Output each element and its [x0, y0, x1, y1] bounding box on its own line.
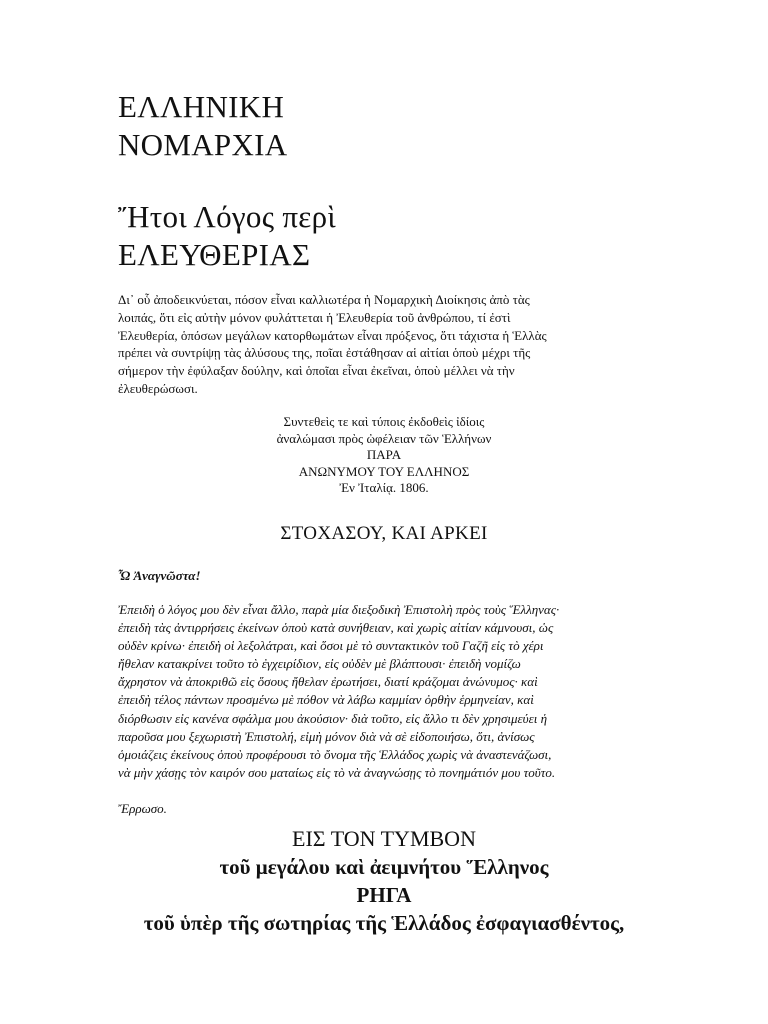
tomb-line: τοῦ μεγάλου καὶ ἀειμνήτου Ἕλληνος	[219, 855, 549, 879]
title-line: ΝΟΜΑΡΧΙΑ	[118, 127, 288, 162]
letter-paragraph	[118, 601, 658, 782]
salutation: Ὦ Ἀναγνῶστα!	[118, 568, 201, 583]
intro-line: σήμερον τὴν ἐφύλαξαν δούλην, καὶ ὁποῖαι εἶναι ἐκεῖναι, ὁποὺ μέλλει νὰ τὴν	[118, 363, 515, 379]
imprint-line: ΑΝΩΝΥΜΟΥ ΤΟΥ ΕΛΛΗΝΟΣ	[298, 463, 470, 479]
letter-line: νὰ μὴν χάσῃς τὸν καιρόν σου ματαίως εἰς τὸ νὰ ἀναγνώσῃς τὸ πονημάτιόν μου τοῦτο.	[118, 764, 556, 780]
intro-line: ἐλευθερώσωσι.	[118, 380, 198, 396]
closing-salutation: Ἔρρωσο.	[118, 801, 167, 816]
imprint-line: Ἐν Ἰταλίᾳ. 1806.	[339, 480, 429, 495]
letter-line: παροῦσα μου ξεχωριστὴ Ἐπιστολή, εἰμὴ μόνον διὰ νὰ σὲ εἰδοποιήσω, ὅτι, ἀνίσως	[118, 728, 535, 744]
imprint-line: ἀναλώμασι πρὸς ὠφέλειαν τῶν Ἑλλήνων	[276, 430, 492, 446]
letter-line: ἐπειδὴ τὰς ἀντιρρήσεις ἐκείνων ὁποὺ κατὰ συνήθειαν, καὶ χωρὶς αἰτίαν κάμνουσι, ὡς	[118, 620, 554, 636]
intro-line: Ἐλευθερία, ὁπόσων μεγάλων κατορθωμάτων εἶναι πρόξενος, ὅτι τάχιστα ἡ Ἑλλὰς	[118, 327, 547, 343]
letter-line: διόρθωσιν εἰς κανένα σφάλμα μου ἀκούσιον· διὰ τοῦτο, εἰς ἄλλο τι δὲν χρησιμεύει ἡ	[118, 710, 548, 726]
tomb-line: τοῦ ὑπὲρ τῆς σωτηρίας τῆς Ἑλλάδος ἐσφαγιασθέντος,	[143, 911, 625, 935]
intro-paragraph	[118, 291, 658, 398]
subtitle-line: ΕΛΕΥΘΕΡΙΑΣ	[118, 237, 311, 272]
intro-line: πρέπει νὰ συντρίψῃ τὰς ἀλύσους της, ποῖαι ἐστάθησαν αἱ αἰτίαι ὁποὺ μέχρι τῆς	[118, 345, 531, 361]
subtitle-line: Ἤτοι Λόγος περὶ	[118, 199, 337, 234]
motto-heading: ΣΤΟΧΑΣΟΥ, ΚΑΙ ΑΡΚΕΙ	[280, 523, 488, 544]
letter-line: ἤθελαν κατακρίνει τοῦτο τὸ ἐγχειρίδιον, εἰς οὐδὲν μὲ βλάπτουσι· ἐπειδὴ νομίζω	[118, 656, 521, 672]
intro-line: Δι᾽ οὗ ἀποδεικνύεται, πόσον εἶναι καλλιωτέρα ἡ Νομαρχικὴ Διοίκησις ἀπὸ τὰς	[118, 292, 530, 307]
imprint-block	[118, 414, 650, 497]
imprint-line: ΠΑΡΑ	[366, 447, 402, 462]
tomb-name: ΡΗΓΑ	[356, 883, 412, 907]
document-subtitle	[118, 198, 336, 274]
intro-line: λοιπάς, ὅτι εἰς αὐτὴν μόνον φυλάττεται ἡ Ἐλευθερία τοῦ ἀνθρώπου, τί ἐστὶ	[118, 309, 511, 325]
letter-line: οὐδὲν κρίνω· ἐπειδὴ οἱ λεξολάτραι, καὶ ὅσοι μὲ τὸ συντακτικὸν τοῦ Γαζῆ εἰς τὸ χέρι	[118, 638, 544, 654]
letter-line: ἐπειδὴ τέλος πάντων προσμένω μὲ πόθον νὰ λάβω καμμίαν ὀρθὴν ἑρμηνείαν, καὶ	[118, 692, 534, 708]
imprint-line: Συντεθεὶς τε καὶ τύποις ἐκδοθεὶς ἰδίοις	[283, 414, 485, 429]
letter-line: Ἐπειδὴ ὁ λόγος μου δὲν εἶναι ἄλλο, παρὰ μία διεξοδικὴ Ἐπιστολὴ πρὸς τοὺς Ἕλληνας·	[118, 602, 560, 617]
tomb-heading: ΕΙΣ ΤΟΝ ΤΥΜΒΟΝ	[292, 826, 476, 851]
document-title	[118, 88, 287, 164]
letter-line: ἄχρηστον νὰ ἀποκριθῶ εἰς ὅσους ἤθελαν ἐρωτήσει, διατί κράζομαι ἀνώνυμος· καὶ	[118, 674, 538, 690]
letter-line: ὁμοιάζεις ἐκείνους ὁποὺ προφέρουσι τὸ ὄνομα τῆς Ἑλλάδος χωρὶς νὰ ἀναστενάζωσι,	[118, 746, 552, 762]
tomb-heading-block	[100, 825, 668, 937]
title-line: ΕΛΛΗΝΙΚΗ	[118, 89, 285, 124]
